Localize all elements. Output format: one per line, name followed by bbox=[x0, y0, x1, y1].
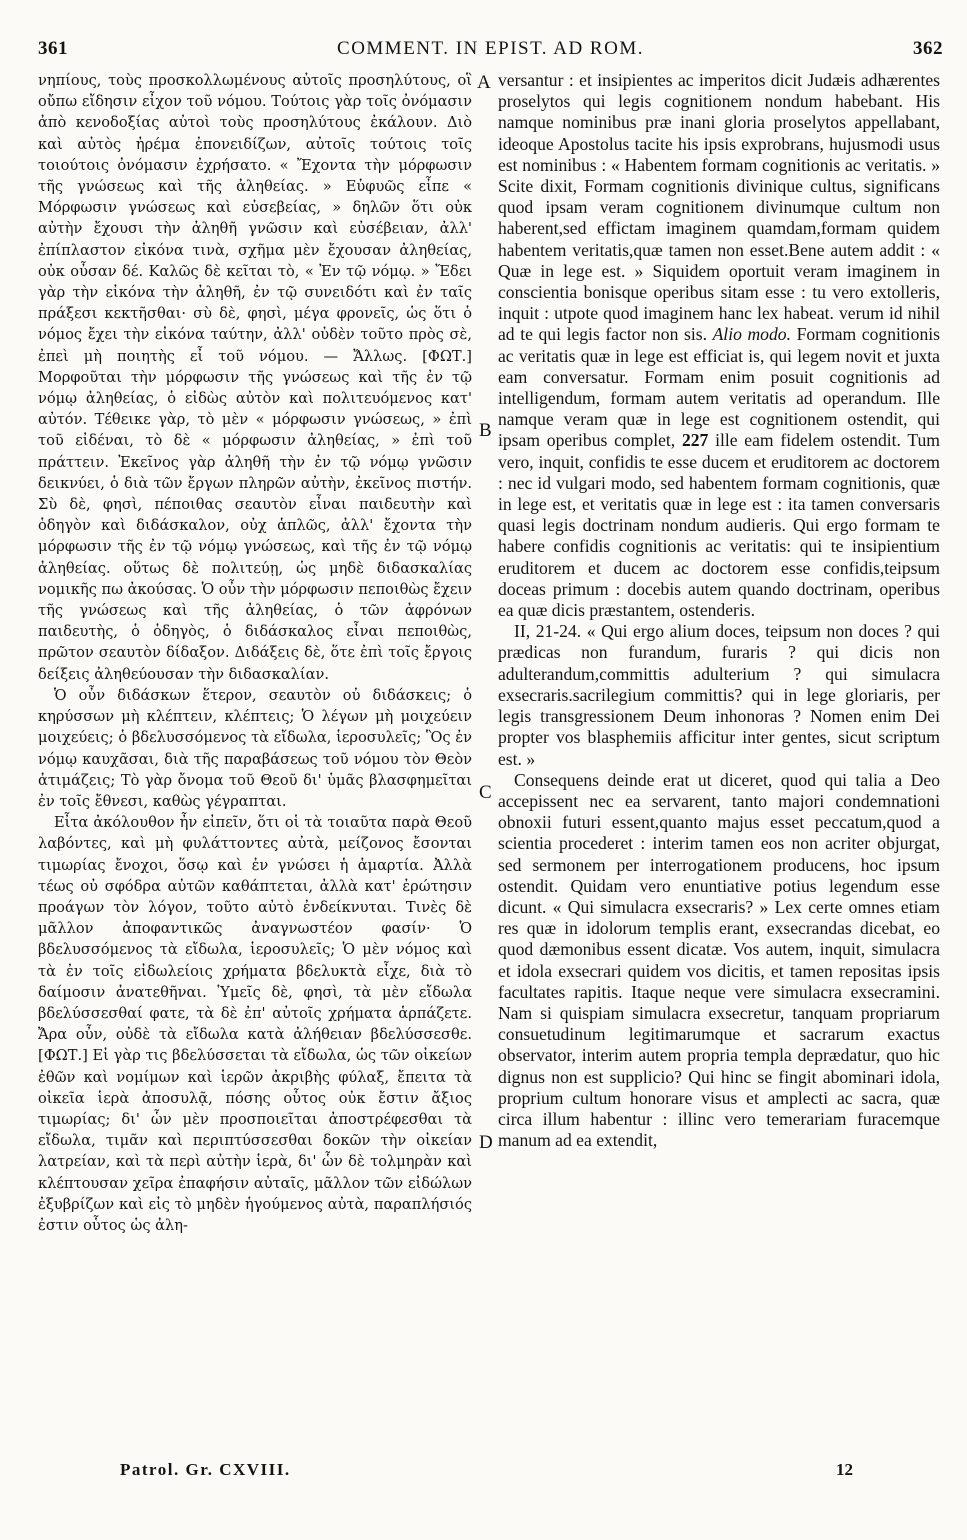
latin-text: versantur : et insipientes ac imperitos dicit Judæis adhærentes proselytos qui legis cognitionem nondum habebant. His namque nominibus præ inani gloria proselytos appellabant, ideoque Apostolus tacite his ipsis exprobrans, hujusmodi usus est nominibus : « Habentem formam cognitionis ac veritatis. » Scite dixit, Formam cognitionis divinique cultus, significans quod ipsam veram cognitionem divinumque cultum non haberent,sed effictam imaginem quamdam,formam quidem habentem veritatis,quæ tamen non esset.Bene autem addit : « Quæ in lege est. » Siquidem oportuit veram imaginem in conscientia bonisque operibus sitam esse : tu vero extolleris, inquit : utpote quod imaginem hanc lex habeat. verum id nihil ad te qui legis factor non sis. bbox=[498, 70, 940, 345]
running-title: COMMENT. IN EPIST. AD ROM. bbox=[337, 38, 644, 59]
greek-paragraph: νηπίους, τοὺς προσκολλωμένους αὐτοῖς προσηλύτους, οἳ οὔπω εἴδησιν εἶχον τοῦ νόμου. Τούτοις γὰρ τοῖς ὀνόμασιν ἀπὸ κενοδοξίας αὐτοὶ τοὺς προσηλύτους ἐκάλουν. Διὸ καὶ αὐτὸς ἠρέμα ἐπονειδίζων, αὐτοῖς τούτοις τοῖς τοιούτοις ὀνόμασιν ἐχρήσατο. « Ἔχοντα τὴν μόρφωσιν τῆς γνώσεως καὶ τῆς ἀληθείας. » Εὐφυῶς εἶπε « Μόρφωσιν γνώσεως καὶ εὐσεβείας, » δηλῶν ὅτι οὐκ αὐτὴν ἔχουσι τὴν ἀληθῆ γνῶσιν καὶ εὐσέβειαν, ἀλλ' ἐπίπλαστον εἰκόνα τινὰ, σχῆμα μὲν ἔχουσαν ἀληθείας, οὐκ οὖσαν δέ. Καλῶς δὲ κεῖται τὸ, « Ἐν τῷ νόμῳ. » Ἔδει γὰρ τὴν εἰκόνα τὴν ἀληθῆ, ἐν τῷ συνειδότι καὶ ἐν ταῖς πράξεσι κεκτῆσθαι· σὺ δὲ, φησὶ, μέγα φρονεῖς, ὡς ὅτι ὁ νόμος ἔχει τὴν εἰκόνα ταύτην, ἀλλ' οὐδὲν τοῦτο πρὸς σὲ, ἐπεὶ μὴ ποιητὴς εἶ τοῦ νόμου. — Ἄλλως. [ΦΩΤ.] Μορφοῦται τὴν μόρφωσιν τῆς γνώσεως καὶ τῆς ἐν τῷ νόμῳ ἀληθείας, ὁ εἰδὼς αὐτὸν καὶ πολιτευόμενος κατ' αὐτόν. Τέθεικε γὰρ, τὸ μὲν « μόρφωσιν γνώσεως, » ἐπὶ τοῦ εἰδέναι, τὸ δὲ « μόρφωσιν ἀληθείας, » ἐπὶ τοῦ πράττειν. Ἐκεῖνος γὰρ ἀληθῆ τὴν ἐν τῷ νόμῳ γνῶσιν δεικνύει, ὁ διὰ τῶν ἔργων πληρῶν αὐτὴν, ἐκεῖνος πιστήν. Σὺ δὲ, φησὶ, πέποιθας σεαυτὸν εἶναι παιδευτὴν καὶ ὁδηγὸν καὶ διδάσκαλον, οὐχ ἁπλῶς, ἀλλ' ἔχοντα τὴν μόρφωσιν τῆς ἐν τῷ νόμῳ γνώσεως, καὶ τῆς ἐν τῷ νόμῳ ἀληθείας. οὕτως δὲ πολιτεύῃ, ὡς μηδὲ διδασκαλίας νομικῆς πω ἀκούσας. Ὁ οὖν τὴν μόρφωσιν πεποιθὼς ἔχειν τῆς γνώσεως καὶ τῆς ἀληθείας, ὁ τῶν ἀφρόνων παιδευτὴς, ὁ ὁδηγὸς, ὁ διδάσκαλος εἶναι πεποιθὼς, πρῶτον σεαυτὸν δίδαξον. Διδάξεις δὲ, ὅτε ἐπὶ τοῖς ἔργοις δείξεις ἀληθεύουσαν τὴν διδασκαλίαν. bbox=[38, 72, 472, 683]
footer-gathering-number: 12 bbox=[836, 1460, 853, 1479]
greek-paragraph: Ὁ οὖν διδάσκων ἕτερον, σεαυτὸν οὐ διδάσκεις; ὁ κηρύσσων μὴ κλέπτειν, κλέπτεις; Ὁ λέγων μὴ μοιχεύειν μοιχεύεις; ὁ βδελυσσόμενος τὰ εἴδωλα, ἱεροσυλεῖς; Ὃς ἐν νόμῳ καυχᾶσαι, διὰ τῆς παραβάσεως τοῦ νόμου τὸν Θεὸν ἀτιμάζεις; Τὸ γὰρ ὄνομα τοῦ Θεοῦ δι' ὑμᾶς βλασφημεῖται ἐν τοῖς ἔθνεσι, καθὼς γέγραπται. bbox=[38, 686, 472, 810]
latin-column bbox=[498, 70, 940, 1151]
footer-signature: Patrol. Gr. CXVIII. bbox=[120, 1460, 291, 1479]
latin-text: ille eam fidelem ostendit. Tum vero, inquit, confidis te esse ducem et eruditorem ac doctorem : nec id vulgari modo, sed habentem formam cognitionis, quæ in lege est, et veritatis quæ in lege est : ita tamen conversaris quasi legis doctrinam nondum audieris. Qui ergo formam te habere confidis cognitionis ac veritatis: qui te insipientium eruditorem et ducem ac doctorem esse confidis,teipsum doceas primum : docebis autem quando doctrinam, operibus ea quæ dicis præstantem, ostenderis. bbox=[498, 430, 940, 621]
page-number-right: 362 bbox=[913, 38, 943, 59]
margin-marker-a: A bbox=[477, 72, 491, 93]
page-number-left: 361 bbox=[38, 38, 68, 59]
margin-marker-c: C bbox=[479, 782, 492, 803]
column-number: 227 bbox=[681, 430, 709, 451]
latin-paragraph: Consequens deinde erat ut diceret, quod qui talia a Deo accepissent nec ea servarent, tanto majori condemnationi obnoxii futuri essent,quanto majus esset peccatum,quod a scientia procederet : interim tamen eos non acriter objurgat, sed sermonem per interrogationem producens, hoc ipsum ostendit. Quidam vero enuntiative potius legendum esse dicunt. « Qui simulacra exsecraris? » Lex certe omnes etiam res quæ in idolorum templis erant, exsecrandas dicebat, eo quod dæmonibus essent dicatæ. Vos autem, inquit, simulacra et idola exsecrari quidem vos dicitis, et tamen repositas ipsis facultates rapitis. Itaque neque vere simulacra exsecramini. Nam si quispiam simulacra exsecretur, tanquam propriarum consuetudinum legitimarumque et sacrarum exactus observator, interim autem propria templa deprædatur, quo hic dignus non est supplicio? Qui hinc se fingit abominari idola, proprium cultum honorare visus et amplecti ac sacra, quæ circa illum habentur : illinc vero temerariam furacemque manum ad ea extendit, bbox=[498, 769, 940, 1151]
margin-marker-d: D bbox=[479, 1132, 493, 1153]
running-header bbox=[38, 38, 943, 64]
latin-text: Formam cognitionis ac veritatis quæ in lege est efficiat is, qui legem novit et juxta eam conversatur. Formam enim posuit cognitionis ad intelligendum, formam autem veritatis ad operandum. Ille namque veram quæ in lege est cognitionem ostendit, qui ipsam operibus complet, bbox=[498, 324, 940, 451]
latin-paragraph bbox=[498, 70, 940, 621]
greek-paragraph: Εἶτα ἀκόλουθον ἦν εἰπεῖν, ὅτι οἱ τὰ τοιαῦτα παρὰ Θεοῦ λαβόντες, καὶ μὴ φυλάττοντες αὐτὰ, μείζονος ἔσονται τιμωρίας ἔνοχοι, ὅσῳ καὶ ἐν γνώσει ἡ ἁμαρτία. Ἀλλὰ τέως οὐ σφόδρα αὐτῶν καθάπτεται, ἀλλὰ κατ' ἐρώτησιν προάγων τὸν λόγον, τοῦτο αὐτὸ ἐνδείκνυται. Τινὲς δὲ μᾶλλον ἀποφαντικῶς ἀναγνωστέον φασίν· Ὁ βδελυσσόμενος τὰ εἴδωλα, ἱεροσυλεῖς; Ὁ μὲν νόμος καὶ τὰ ἐν τοῖς εἰδωλείοις χρήματα βδελυκτὰ εἶχε, διὰ τὸ δαίμοσιν ἀνατεθῆναι. Ὑμεῖς δὲ, φησὶ, τὰ μὲν εἴδωλα βδελύσσεσθαί φατε, τὰ δὲ ἐπ' αὐτοῖς χρήματα ἁρπάζετε. Ἄρα οὖν, οὐδὲ τὰ εἴδωλα κατὰ ἀλήθειαν βδελύσσεσθε. [ΦΩΤ.] Εἰ γὰρ τις βδελύσσεται τὰ εἴδωλα, ὡς τῶν οἰκείων ἐθῶν καὶ νομίμων καὶ ἱερῶν ἀκριβὴς φύλαξ, ἔπειτα τὰ οἰκεῖα ἱερὰ ἀποσυλᾷ, πόσης οὗτος οὐκ ἔστιν ἄξιος τιμωρίας; δι' ὧν μὲν προσποιεῖται ἀποστρέφεσθαι τὰ εἴδωλα, τιμᾶν καὶ περιπτύσσεσθαι δοκῶν τὴν οἰκείαν λατρείαν, καὶ τὰ περὶ αὐτὴν ἱερὰ, δι' ὧν δὲ τολμηρὰν καὶ κλέπτουσαν χεῖρα ἐπαφήσιν αὐταῖς, μᾶλλον τῶν εἰδώλων ἐξυβρίζων καὶ εἰς τὸ μηδὲν ἡγούμενος αὐτὰ, παραπλήσιός ἐστιν οὗτος ὡς ἀλη- bbox=[38, 814, 472, 1234]
margin-marker-b: B bbox=[479, 420, 492, 441]
latin-italic-phrase: Alio modo. bbox=[712, 324, 791, 345]
latin-paragraph: II, 21-24. « Qui ergo alium doces, teipsum non doces ? qui prædicas non furandum, furaris ? qui dicis non adulterandum,committis adulterium ? qui simulacra exsecraris.sacrilegium committis? qui in lege gloriaris, per legis transgressionem Deum inhonoras ? Nomen enim Dei propter vos blasphemiis afficitur inter gentes, sicut scriptum est. » bbox=[498, 621, 940, 769]
greek-column bbox=[38, 70, 472, 1236]
